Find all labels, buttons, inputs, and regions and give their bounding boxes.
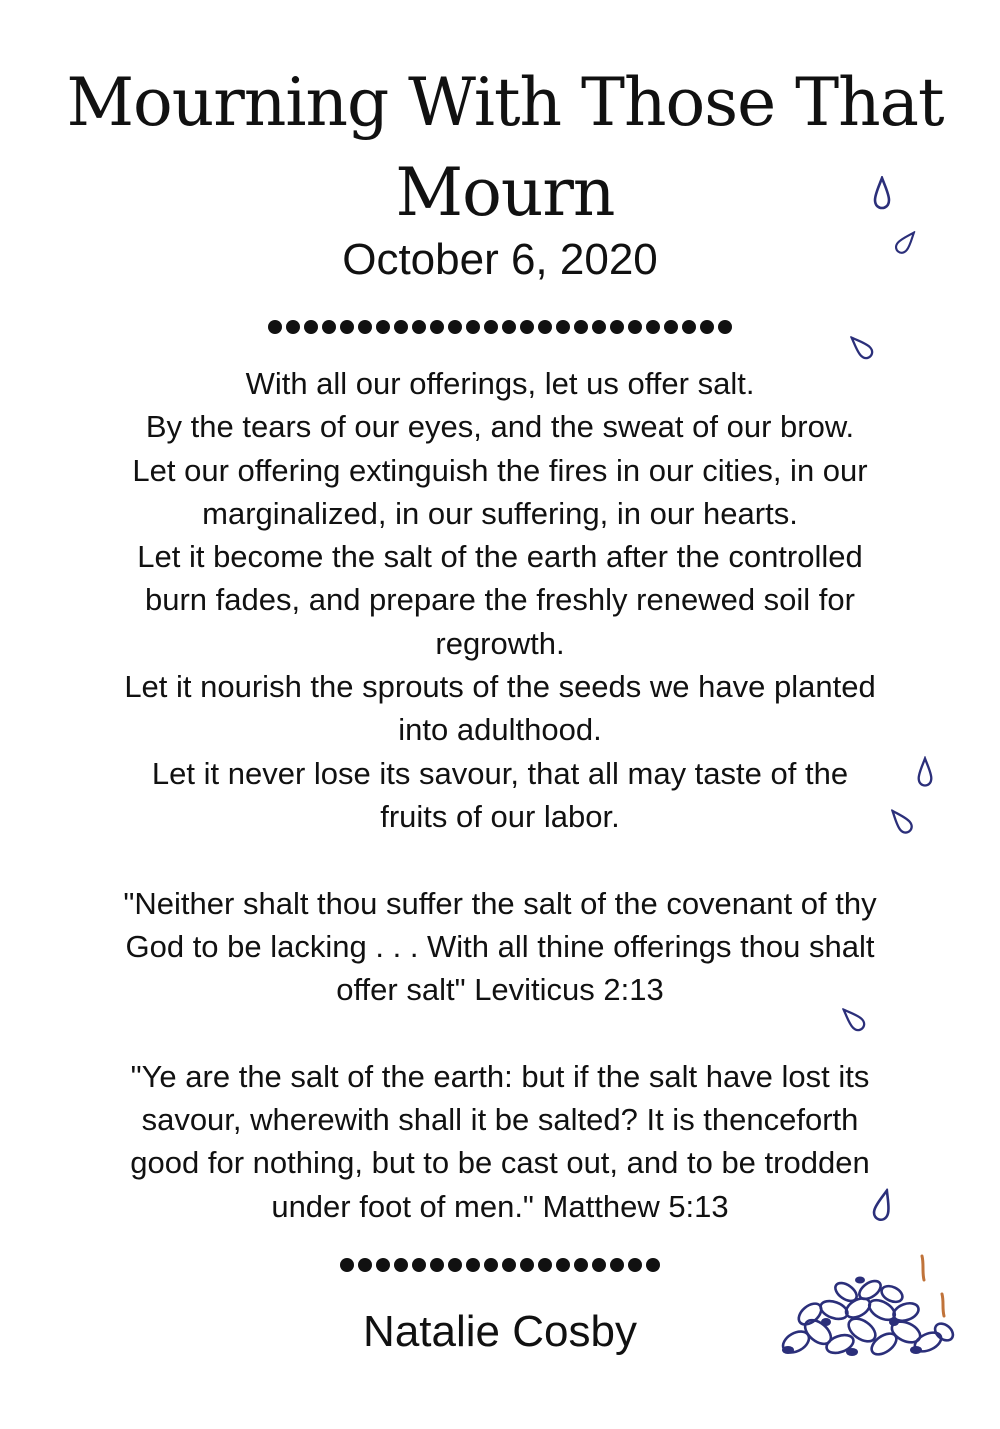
divider-dot <box>484 1258 498 1272</box>
leviticus-quote-line: offer salt" Leviticus 2:13 <box>336 972 664 1008</box>
divider-dot <box>556 320 570 334</box>
divider-dot <box>412 1258 426 1272</box>
poem-line: Let our offering extinguish the fires in our cities, in our <box>132 452 868 488</box>
poem-line: fruits of our labor. <box>380 798 620 834</box>
divider-dot <box>718 320 732 334</box>
poem-line: into adulthood. <box>398 712 602 748</box>
title-line-1: Mourning With Those That <box>66 64 944 141</box>
leviticus-quote-line: "Neither shalt thou suffer the salt of the covenant of thy <box>123 885 877 921</box>
divider-dot <box>700 320 714 334</box>
divider-dot <box>484 320 498 334</box>
matthew-quote-line: savour, wherewith shall it be salted? It is thenceforth <box>141 1102 859 1138</box>
divider-dot <box>682 320 696 334</box>
author-name: Natalie Cosby <box>363 1307 637 1356</box>
stanza-gap <box>50 1011 950 1054</box>
top-dot-divider <box>0 320 1000 334</box>
divider-dot <box>340 320 354 334</box>
divider-dot <box>556 1258 570 1272</box>
divider-dot <box>358 1258 372 1272</box>
divider-dot <box>574 320 588 334</box>
divider-dot <box>466 1258 480 1272</box>
divider-dot <box>574 1258 588 1272</box>
divider-dot <box>304 320 318 334</box>
divider-dot <box>340 1258 354 1272</box>
divider-dot <box>502 1258 516 1272</box>
poem-line: By the tears of our eyes, and the sweat of our brow. <box>145 409 855 445</box>
divider-dot <box>286 320 300 334</box>
divider-dot <box>502 320 516 334</box>
page-title <box>60 58 950 238</box>
divider-dot <box>358 320 372 334</box>
poem-line: With all our offerings, let us offer salt. <box>245 366 755 401</box>
poem-line: burn fades, and prepare the freshly renewed soil for <box>145 582 855 618</box>
teardrop-icon <box>916 756 934 788</box>
divider-dot <box>646 1258 660 1272</box>
poem-line: Let it never lose its savour, that all may taste of the <box>151 755 849 791</box>
divider-dot <box>376 320 390 334</box>
date-line: October 6, 2020 <box>342 235 658 284</box>
stanza-gap <box>50 838 950 881</box>
divider-dot <box>628 1258 642 1272</box>
poem-line: marginalized, in our suffering, in our hearts. <box>202 495 798 531</box>
divider-dot <box>520 1258 534 1272</box>
divider-dot <box>430 320 444 334</box>
poem-line: Let it nourish the sprouts of the seeds we have planted <box>124 669 876 705</box>
divider-dot <box>664 320 678 334</box>
divider-dot <box>592 320 606 334</box>
matthew-quote-line: good for nothing, but to be cast out, and to be trodden <box>130 1145 870 1181</box>
divider-dot <box>394 320 408 334</box>
poem-line: Let it become the salt of the earth after the controlled <box>137 539 863 575</box>
divider-dot <box>322 320 336 334</box>
divider-dot <box>628 320 642 334</box>
divider-dot <box>520 320 534 334</box>
divider-dot <box>610 320 624 334</box>
divider-dot <box>466 320 480 334</box>
divider-dot <box>646 320 660 334</box>
divider-dot <box>430 1258 444 1272</box>
divider-dot <box>592 1258 606 1272</box>
divider-dot <box>394 1258 408 1272</box>
divider-dot <box>412 320 426 334</box>
divider-dot <box>268 320 282 334</box>
poem-line: regrowth. <box>435 625 565 661</box>
poem-body <box>50 362 950 1228</box>
leviticus-quote-line: God to be lacking . . . With all thine offerings thou shalt <box>125 928 875 964</box>
divider-dot <box>538 320 552 334</box>
teardrop-pile-icon <box>776 1250 960 1364</box>
matthew-quote-line: "Ye are the salt of the earth: but if the salt have lost its <box>130 1058 870 1094</box>
divider-dot <box>448 320 462 334</box>
divider-dot <box>538 1258 552 1272</box>
matthew-quote-line: under foot of men." Matthew 5:13 <box>271 1188 729 1224</box>
divider-dot <box>376 1258 390 1272</box>
divider-dot <box>448 1258 462 1272</box>
teardrop-icon <box>872 176 892 210</box>
title-line-2: Mourn <box>395 154 615 231</box>
divider-dot <box>610 1258 624 1272</box>
